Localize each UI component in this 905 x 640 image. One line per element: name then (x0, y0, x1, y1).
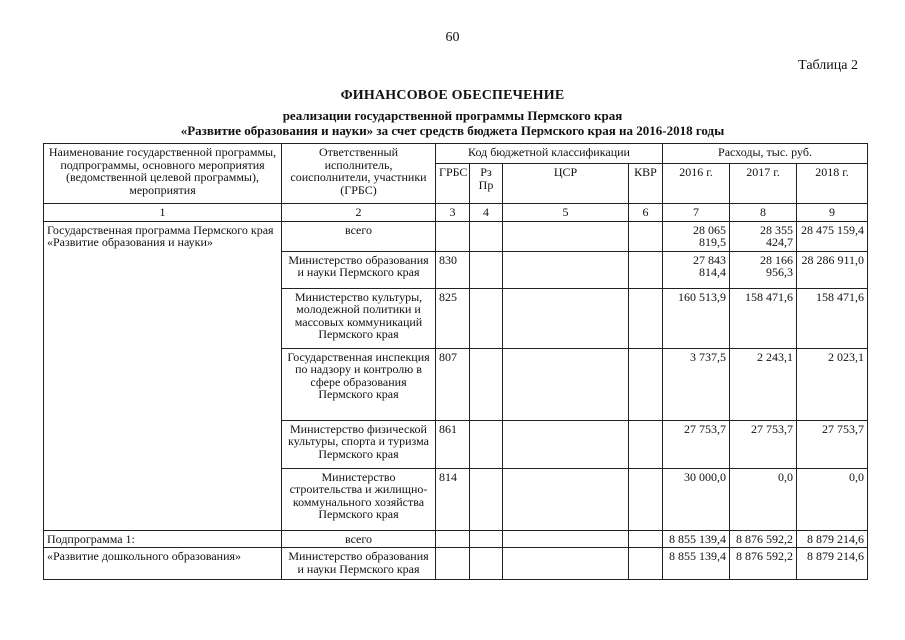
kvr-cell (629, 468, 663, 530)
table-row (44, 530, 868, 548)
kvr-cell (629, 251, 663, 288)
header-kvr: КВР (629, 164, 663, 204)
executor-cell: Министерство образования и науки Пермского края (282, 548, 436, 580)
value-2016: 8 855 139,4 (663, 548, 730, 580)
value-2018: 8 879 214,6 (797, 530, 868, 548)
table-label: Таблица 2 (798, 58, 858, 73)
value-2018: 27 753,7 (797, 420, 868, 468)
program-name: Государственная программа Пермского края «Развитие образования и науки» (44, 221, 282, 530)
csr-cell (503, 548, 629, 580)
value-2016: 3 737,5 (663, 348, 730, 420)
kvr-cell (629, 221, 663, 251)
column-number: 6 (629, 204, 663, 222)
kvr-cell (629, 288, 663, 348)
header-executor: Ответственный исполнитель, соисполнители, участники (ГРБС) (282, 144, 436, 204)
value-2017: 158 471,6 (730, 288, 797, 348)
subprogram-title: Подпрограмма 1: (44, 530, 282, 548)
kvr-cell (629, 548, 663, 580)
value-2018: 28 475 159,4 (797, 221, 868, 251)
financing-table (43, 143, 868, 580)
value-2017: 8 876 592,2 (730, 530, 797, 548)
rzpr-cell (470, 420, 503, 468)
rzpr-cell (470, 530, 503, 548)
column-number: 4 (470, 204, 503, 222)
kvr-cell (629, 420, 663, 468)
header-budget-code: Код бюджетной классификации (436, 144, 663, 164)
executor-cell: всего (282, 530, 436, 548)
grbs-cell (436, 548, 470, 580)
value-2016: 30 000,0 (663, 468, 730, 530)
rzpr-cell (470, 251, 503, 288)
executor-cell: Министерство строительства и жилищно-коммунального хозяйства Пермского края (282, 468, 436, 530)
csr-cell (503, 251, 629, 288)
header-grbs: ГРБС (436, 164, 470, 204)
executor-cell: Государственная инспекция по надзору и контролю в сфере образования Пермского края (282, 348, 436, 420)
value-2017: 28 166 956,3 (730, 251, 797, 288)
grbs-cell: 814 (436, 468, 470, 530)
subtitle-line-1: реализации государственной программы Пермского края (282, 108, 623, 123)
rzpr-cell (470, 548, 503, 580)
value-2016: 160 513,9 (663, 288, 730, 348)
table-row (44, 548, 868, 580)
csr-cell (503, 288, 629, 348)
rzpr-cell (470, 288, 503, 348)
value-2016: 27 843 814,4 (663, 251, 730, 288)
value-2018: 28 286 911,0 (797, 251, 868, 288)
column-number: 9 (797, 204, 868, 222)
grbs-cell: 825 (436, 288, 470, 348)
column-number: 2 (282, 204, 436, 222)
csr-cell (503, 348, 629, 420)
rzpr-cell (470, 468, 503, 530)
column-number: 8 (730, 204, 797, 222)
header-csr: ЦСР (503, 164, 629, 204)
value-2017: 0,0 (730, 468, 797, 530)
csr-cell (503, 420, 629, 468)
value-2017: 27 753,7 (730, 420, 797, 468)
value-2018: 158 471,6 (797, 288, 868, 348)
rzpr-cell (470, 221, 503, 251)
table-row (44, 221, 868, 251)
subprogram-name: «Развитие дошкольного образования» (44, 548, 282, 580)
grbs-cell: 830 (436, 251, 470, 288)
column-number: 1 (44, 204, 282, 222)
header-2018: 2018 г. (797, 164, 868, 204)
rzpr-cell (470, 348, 503, 420)
value-2018: 8 879 214,6 (797, 548, 868, 580)
column-number: 5 (503, 204, 629, 222)
value-2016: 28 065 819,5 (663, 221, 730, 251)
grbs-cell (436, 530, 470, 548)
value-2017: 28 355 424,7 (730, 221, 797, 251)
csr-cell (503, 530, 629, 548)
executor-cell: Министерство физической культуры, спорта и туризма Пермского края (282, 420, 436, 468)
column-number: 3 (436, 204, 470, 222)
page-number: 60 (445, 30, 460, 45)
subtitle-line-2: «Развитие образования и науки» за счет средств бюджета Пермского края на 2016-2018 годы (180, 123, 725, 138)
header-2016: 2016 г. (663, 164, 730, 204)
header-name: Наименование государственной программы, подпрограммы, основного мероприятия (ведомственной целевой программы), мероприятия (44, 144, 282, 204)
header-rzpr: Рз Пр (470, 164, 503, 204)
grbs-cell (436, 221, 470, 251)
value-2018: 2 023,1 (797, 348, 868, 420)
grbs-cell: 807 (436, 348, 470, 420)
value-2016: 8 855 139,4 (663, 530, 730, 548)
executor-cell: Министерство культуры, молодежной политики и массовых коммуникаций Пермского края (282, 288, 436, 348)
header-expenses: Расходы, тыс. руб. (663, 144, 868, 164)
grbs-cell: 861 (436, 420, 470, 468)
value-2018: 0,0 (797, 468, 868, 530)
csr-cell (503, 468, 629, 530)
csr-cell (503, 221, 629, 251)
document-title: ФИНАНСОВОЕ ОБЕСПЕЧЕНИЕ (340, 88, 565, 103)
header-2017: 2017 г. (730, 164, 797, 204)
value-2017: 8 876 592,2 (730, 548, 797, 580)
column-number: 7 (663, 204, 730, 222)
executor-cell: всего (282, 221, 436, 251)
kvr-cell (629, 348, 663, 420)
document-subtitle (0, 108, 905, 138)
column-number-row (44, 204, 868, 222)
value-2016: 27 753,7 (663, 420, 730, 468)
kvr-cell (629, 530, 663, 548)
executor-cell: Министерство образования и науки Пермского края (282, 251, 436, 288)
value-2017: 2 243,1 (730, 348, 797, 420)
